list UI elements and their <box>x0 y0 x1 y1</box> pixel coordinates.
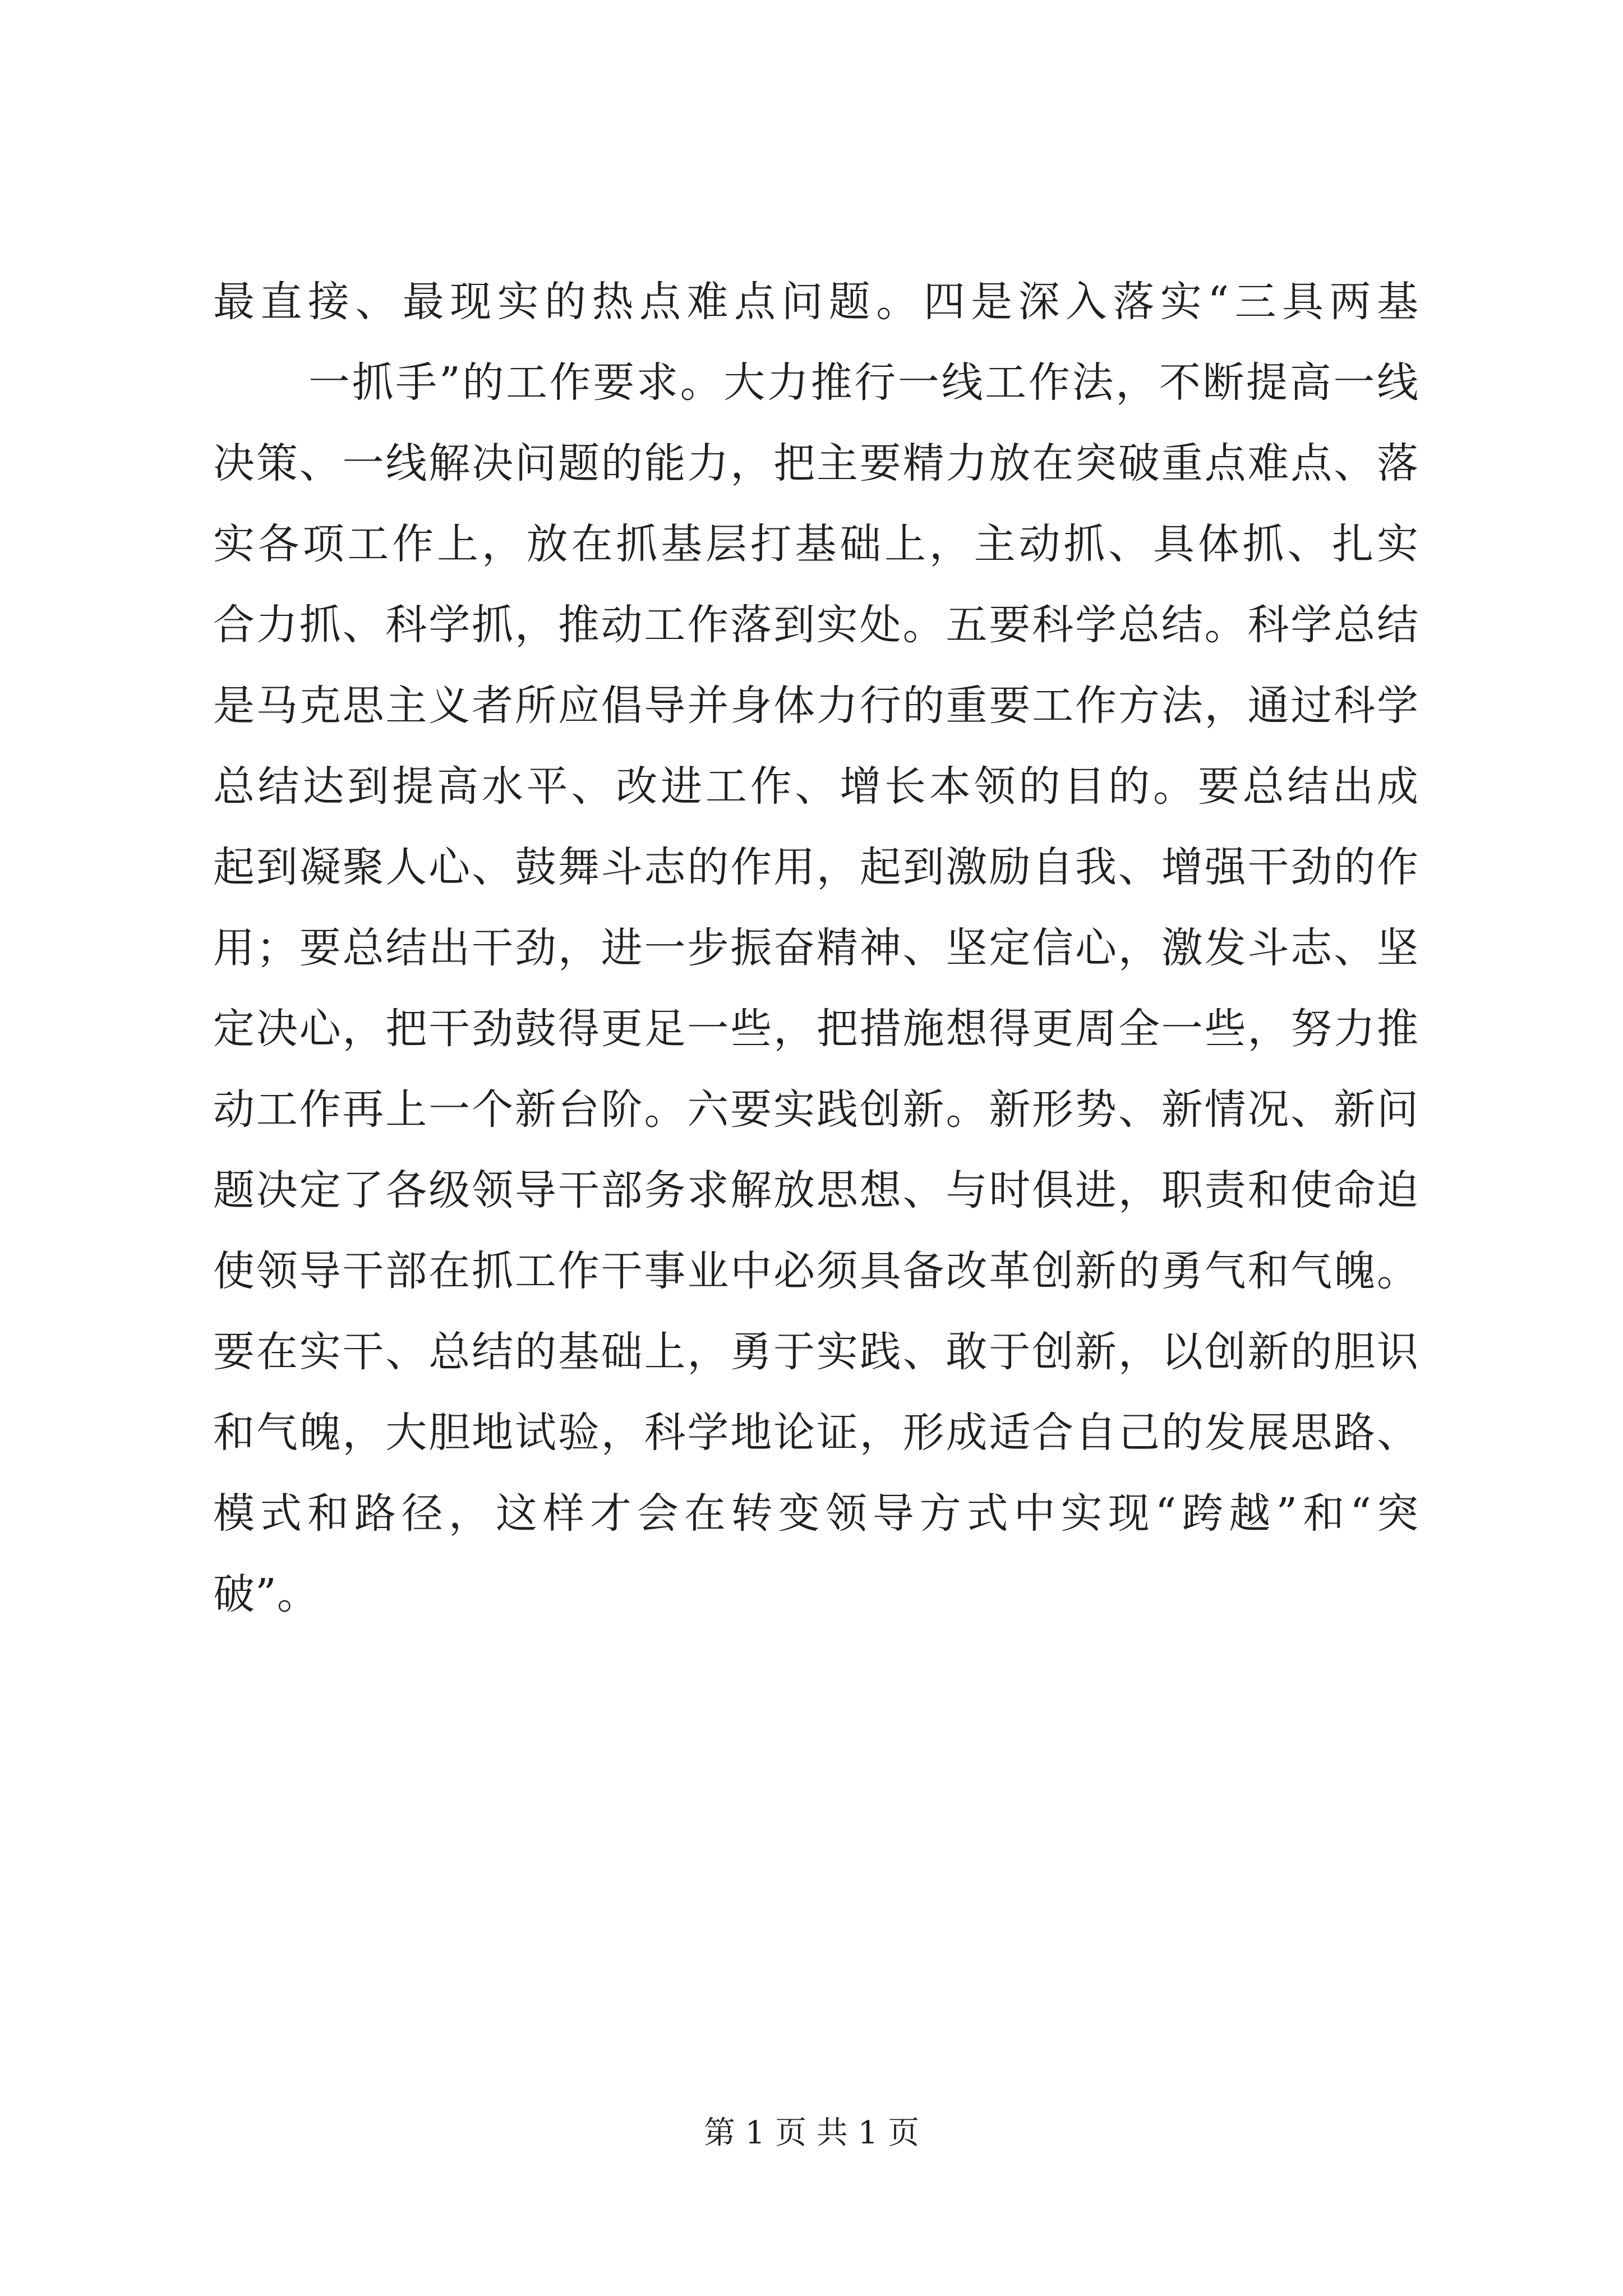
text-line: 使领导干部在抓工作干事业中必须具备改革创新的勇气和气魄。 <box>213 1247 1419 1295</box>
text-line: 模式和路径，这样才会在转变领导方式中实现“跨越”和“突 <box>213 1489 1419 1538</box>
text-line: 要在实干、总结的基础上，勇于实践、敢于创新，以创新的胆识 <box>213 1328 1419 1376</box>
text-line: 实各项工作上，放在抓基层打基础上，主动抓、具体抓、扎实 <box>213 520 1419 568</box>
text-line: 一抓手”的工作要求。大力推行一线工作法，不断提高一线 <box>308 358 1419 407</box>
text-line: 和气魄，大胆地试验，科学地论证，形成适合自己的发展思路、 <box>213 1409 1419 1457</box>
page-footer <box>0 2114 1623 2153</box>
text-line: 决策、一线解决问题的能力，把主要精力放在突破重点难点、落 <box>213 439 1419 487</box>
body-text <box>213 261 1419 1635</box>
text-line: 题决定了各级领导干部务求解放思想、与时俱进，职责和使命迫 <box>213 1166 1419 1214</box>
text-line: 最直接、最现实的热点难点问题。四是深入落实“三具两基 <box>213 278 1419 326</box>
text-line: 起到凝聚人心、鼓舞斗志的作用，起到激励自我、增强干劲的作 <box>213 843 1419 891</box>
text-line: 用；要总结出干劲，进一步振奋精神、坚定信心，激发斗志、坚 <box>213 924 1419 972</box>
text-line: 破”。 <box>213 1570 319 1618</box>
text-line: 是马克思主义者所应倡导并身体力行的重要工作方法，通过科学 <box>213 682 1419 730</box>
text-line: 动工作再上一个新台阶。六要实践创新。新形势、新情况、新问 <box>213 1085 1419 1134</box>
page-number: 第 1 页 共 1 页 <box>703 2115 920 2151</box>
text-line: 定决心，把干劲鼓得更足一些，把措施想得更周全一些，努力推 <box>213 1005 1419 1053</box>
text-line: 总结达到提高水平、改进工作、增长本领的目的。要总结出成 <box>213 762 1419 811</box>
text-line: 合力抓、科学抓，推动工作落到实处。五要科学总结。科学总结 <box>213 601 1419 649</box>
